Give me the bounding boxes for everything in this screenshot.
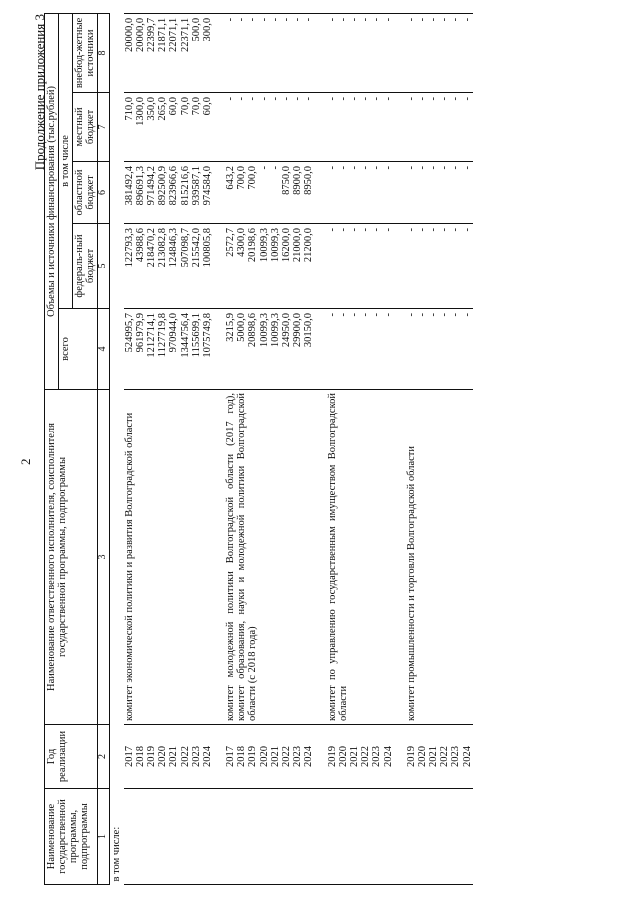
prefix-row: [109, 13, 124, 884]
offbudget-value: 20000,0: [134, 17, 146, 53]
total-value: -: [416, 312, 428, 317]
table-row: [327, 13, 394, 884]
federal-value: 4300,0: [236, 227, 248, 257]
year-value: 2020: [416, 746, 428, 767]
year-value: 2022: [439, 746, 451, 767]
local-value: -: [428, 96, 440, 101]
federal-value: -: [326, 227, 338, 232]
federal-value: -: [348, 227, 360, 232]
year-value: 2023: [190, 746, 202, 767]
total-cell: [327, 308, 394, 389]
total-value: 1155699,1: [190, 312, 202, 358]
federal-value: -: [439, 227, 451, 232]
header-regional: областной бюджет: [73, 161, 98, 223]
year-value: 2024: [461, 746, 473, 767]
total-value: -: [337, 312, 349, 317]
table-row: [124, 13, 214, 884]
header-program-name: Наименование государственной программы, подпрограммы: [45, 789, 98, 885]
federal-value: -: [461, 227, 473, 232]
total-value: -: [461, 312, 473, 317]
federal-value: 21200,0: [303, 227, 315, 263]
including-prefix: в том числе:: [110, 826, 122, 882]
regional-cell: [327, 161, 394, 223]
federal-value: 122793,3: [123, 227, 135, 268]
offbudget-value: -: [258, 17, 270, 22]
regional-value: 643,2: [225, 165, 237, 190]
federal-value: 124846,3: [168, 227, 180, 268]
offbudget-value: -: [428, 17, 440, 22]
local-value: 60,0: [168, 96, 180, 116]
local-cell: [225, 92, 315, 161]
local-value: -: [382, 96, 394, 101]
local-value: -: [303, 96, 315, 101]
regional-value: 815216,6: [179, 165, 191, 206]
offbudget-value: 22371,1: [179, 17, 191, 53]
local-value: -: [416, 96, 428, 101]
offbudget-value: -: [405, 17, 417, 22]
header-federal: федераль-ный бюджет: [73, 223, 98, 308]
offbudget-value: -: [236, 17, 248, 22]
year-value: 2020: [157, 746, 169, 767]
federal-value: 16200,0: [281, 227, 292, 263]
offbudget-value: -: [292, 17, 304, 22]
program-name-cell: [327, 789, 394, 885]
total-value: -: [450, 312, 462, 317]
offbudget-value: -: [269, 17, 281, 22]
local-value: -: [292, 96, 304, 101]
offbudget-value: -: [303, 17, 315, 22]
local-value: 70,0: [179, 96, 191, 116]
local-value: 265,0: [157, 96, 169, 121]
offbudget-value: 21871,1: [157, 17, 169, 53]
total-cell: [124, 308, 214, 389]
federal-value: -: [416, 227, 428, 232]
regional-cell: [124, 161, 214, 223]
federal-value: -: [371, 227, 383, 232]
year-value: 2021: [428, 746, 440, 767]
executor-cell: комитет по управлению государственным имуществом Волгоградской области: [327, 389, 394, 724]
year-value: 2018: [236, 746, 248, 767]
local-value: -: [326, 96, 338, 101]
total-value: 970944,0: [168, 312, 180, 353]
offbudget-value: -: [225, 17, 237, 22]
page-number: 2: [18, 458, 33, 465]
offbudget-value: -: [281, 17, 292, 22]
regional-value: 8900,0: [292, 165, 304, 195]
offbudget-value: -: [416, 17, 428, 22]
federal-value: -: [405, 227, 417, 232]
federal-value: -: [382, 227, 394, 232]
year-value: 2021: [269, 746, 281, 767]
regional-value: -: [428, 165, 440, 170]
table-row: [225, 13, 315, 884]
federal-value: 10099,3: [269, 227, 281, 263]
offbudget-value: 22399,7: [145, 17, 157, 53]
year-value: 2019: [145, 746, 157, 767]
year-value: 2019: [405, 746, 417, 767]
year-value: 2022: [360, 746, 372, 767]
offbudget-value: 20000,0: [123, 17, 135, 53]
total-cell: [406, 308, 473, 389]
year-value: 2024: [382, 746, 394, 767]
local-value: 350,0: [145, 96, 157, 121]
regional-value: -: [382, 165, 394, 170]
appendix-title: Продолжение приложения 3: [32, 14, 47, 171]
year-cell: [225, 725, 315, 789]
program-name-cell: [124, 789, 214, 885]
total-value: -: [405, 312, 417, 317]
column-number: 2: [98, 725, 110, 789]
local-value: -: [348, 96, 360, 101]
local-value: -: [461, 96, 473, 101]
regional-value: -: [258, 165, 270, 170]
offbudget-cell: [124, 13, 214, 92]
regional-value: -: [405, 165, 417, 170]
year-value: 2024: [201, 746, 213, 767]
column-number: 7: [98, 92, 110, 161]
table-row: [406, 13, 473, 884]
header-year: Год реализации: [45, 725, 98, 789]
federal-value: -: [360, 227, 372, 232]
federal-cell: [124, 223, 214, 308]
federal-value: -: [337, 227, 349, 232]
header-funding: [45, 13, 59, 389]
header-local: местный бюджет: [73, 92, 98, 161]
column-number: 3: [98, 389, 110, 724]
offbudget-value: -: [326, 17, 338, 22]
offbudget-value: 300,0: [201, 17, 213, 42]
local-value: -: [281, 96, 292, 101]
federal-value: 10099,3: [258, 227, 270, 263]
offbudget-value: -: [382, 17, 394, 22]
local-cell: [327, 92, 394, 161]
total-value: 29900,0: [292, 312, 304, 348]
regional-value: -: [360, 165, 372, 170]
offbudget-value: -: [247, 17, 259, 22]
local-value: -: [371, 96, 383, 101]
year-cell: [124, 725, 214, 789]
offbudget-cell: [225, 13, 315, 92]
offbudget-value: -: [337, 17, 349, 22]
regional-value: 700,0: [247, 165, 259, 190]
total-value: 24950,0: [281, 312, 292, 348]
total-value: 30150,0: [303, 312, 315, 348]
federal-cell: [225, 223, 315, 308]
local-value: -: [258, 96, 270, 101]
offbudget-cell: [327, 13, 394, 92]
local-value: -: [405, 96, 417, 101]
total-value: -: [326, 312, 338, 317]
group-spacer: [213, 13, 225, 884]
year-value: 2023: [292, 746, 304, 767]
total-value: 10099,3: [269, 312, 281, 348]
column-number: 6: [98, 161, 110, 223]
regional-value: 939587,1: [190, 165, 202, 206]
total-value: -: [371, 312, 383, 317]
regional-value: -: [450, 165, 462, 170]
total-value: 5000,0: [236, 312, 248, 342]
year-value: 2022: [281, 746, 292, 767]
local-value: 1300,0: [134, 96, 146, 126]
table-body: [109, 13, 473, 884]
year-value: 2020: [337, 746, 349, 767]
federal-cell: [327, 223, 394, 308]
federal-value: 43988,6: [134, 227, 146, 263]
total-value: 1344756,4: [179, 312, 191, 358]
total-value: 524995,7: [123, 312, 135, 353]
executor-cell: комитет промышленности и торговли Волгоградской области: [406, 389, 473, 724]
total-value: 10099,3: [258, 312, 270, 348]
total-value: -: [382, 312, 394, 317]
column-number: 8: [98, 13, 110, 92]
year-value: 2019: [247, 746, 259, 767]
year-value: 2021: [168, 746, 180, 767]
header-units: (тыс.рублей): [46, 86, 57, 143]
federal-value: 2572,7: [225, 227, 237, 257]
year-value: 2020: [258, 746, 270, 767]
total-value: 3215,9: [225, 312, 237, 342]
regional-value: 974584,0: [201, 165, 213, 206]
regional-value: -: [439, 165, 451, 170]
column-number: 1: [98, 789, 110, 885]
year-value: 2017: [225, 746, 237, 767]
executor-cell: комитет молодежной политики Волгоградской области (2017 год), комитет образования, науки и молодежной политики Волгоградской области (с 2018 года): [225, 389, 315, 724]
regional-value: 896691,3: [134, 165, 146, 206]
group-spacer: [394, 13, 406, 884]
local-value: -: [247, 96, 259, 101]
regional-value: -: [269, 165, 281, 170]
header-total: всего: [59, 308, 98, 389]
offbudget-value: -: [461, 17, 473, 22]
local-cell: [124, 92, 214, 161]
column-number: 5: [98, 223, 110, 308]
year-value: 2022: [179, 746, 191, 767]
total-value: 20898,6: [247, 312, 259, 348]
regional-cell: [406, 161, 473, 223]
total-value: -: [348, 312, 360, 317]
year-value: 2024: [303, 746, 315, 767]
offbudget-value: 500,0: [190, 17, 202, 42]
regional-value: 700,0: [236, 165, 248, 190]
regional-value: 971494,2: [145, 165, 157, 206]
regional-value: -: [337, 165, 349, 170]
total-value: 1212714,1: [145, 312, 157, 358]
year-cell: [406, 725, 473, 789]
header-including: в том числе: [59, 13, 73, 308]
regional-value: 8750,0: [281, 165, 292, 195]
funding-table: [44, 13, 473, 885]
total-cell: [225, 308, 315, 389]
regional-value: -: [371, 165, 383, 170]
local-value: 70,0: [190, 96, 202, 116]
regional-value: -: [461, 165, 473, 170]
regional-value: 8950,0: [303, 165, 315, 195]
regional-value: -: [348, 165, 360, 170]
header-offbudget: внебюд-жетные источники: [73, 13, 98, 92]
local-value: -: [269, 96, 281, 101]
total-value: -: [439, 312, 451, 317]
offbudget-value: -: [360, 17, 372, 22]
local-value: -: [439, 96, 451, 101]
regional-value: 381492,4: [123, 165, 135, 206]
total-value: 961979,9: [134, 312, 146, 353]
regional-cell: [225, 161, 315, 223]
offbudget-value: -: [439, 17, 451, 22]
federal-value: -: [428, 227, 440, 232]
local-cell: [406, 92, 473, 161]
local-value: 60,0: [201, 96, 213, 116]
year-value: 2019: [326, 746, 338, 767]
year-cell: [327, 725, 394, 789]
header-funding-label: Объемы и источники финансирования: [46, 145, 57, 317]
federal-value: -: [450, 227, 462, 232]
federal-value: 213082,8: [157, 227, 169, 268]
regional-value: 892500,9: [157, 165, 169, 206]
regional-value: 823966,6: [168, 165, 180, 206]
offbudget-value: 22071,1: [168, 17, 180, 53]
offbudget-cell: [406, 13, 473, 92]
federal-cell: [406, 223, 473, 308]
total-value: -: [360, 312, 372, 317]
year-value: 2023: [450, 746, 462, 767]
offbudget-value: -: [450, 17, 462, 22]
local-value: -: [236, 96, 248, 101]
offbudget-value: -: [371, 17, 383, 22]
year-value: 2018: [134, 746, 146, 767]
total-value: -: [428, 312, 440, 317]
regional-value: -: [326, 165, 338, 170]
local-value: -: [337, 96, 349, 101]
federal-value: 21000,0: [292, 227, 304, 263]
federal-value: 20198,6: [247, 227, 259, 263]
group-spacer: [315, 13, 327, 884]
local-value: -: [360, 96, 372, 101]
header-executor: Наименование ответственного исполнителя, соисполнителя государственной программы, подпрограммы: [45, 389, 98, 724]
column-number: 4: [98, 308, 110, 389]
regional-value: -: [416, 165, 428, 170]
program-name-cell: [406, 789, 473, 885]
year-value: 2023: [371, 746, 383, 767]
total-value: 1075749,8: [201, 312, 213, 358]
local-value: -: [450, 96, 462, 101]
program-name-cell: [225, 789, 315, 885]
year-value: 2021: [348, 746, 360, 767]
federal-value: 215542,0: [190, 227, 202, 268]
local-value: 710,0: [123, 96, 135, 121]
federal-value: 507098,7: [179, 227, 191, 268]
executor-cell: комитет экономической политики и развития Волгоградской области: [124, 389, 214, 724]
local-value: -: [225, 96, 237, 101]
federal-value: 218470,2: [145, 227, 157, 268]
total-value: 1127719,8: [157, 312, 169, 358]
offbudget-value: -: [348, 17, 360, 22]
federal-value: 100805,8: [201, 227, 213, 268]
year-value: 2017: [123, 746, 135, 767]
